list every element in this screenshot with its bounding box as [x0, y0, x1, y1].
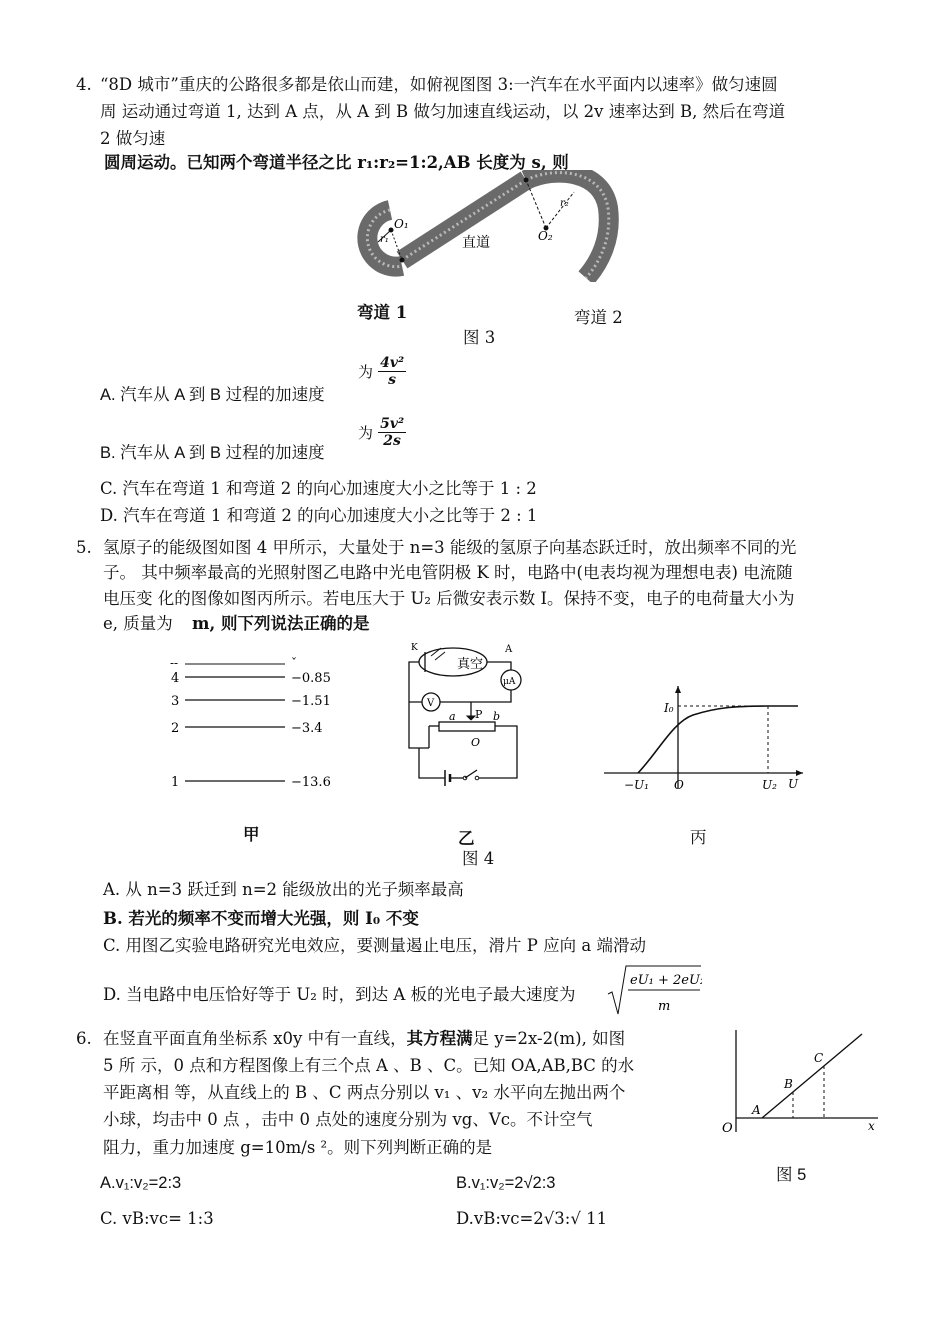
level-top-n: -- — [170, 656, 179, 670]
photocurrent-curve — [638, 706, 798, 773]
q6-option-a[interactable]: A.v₁:v₂=2:3 — [100, 1174, 182, 1192]
straight-road-label: 直道 — [462, 235, 490, 251]
q4-number: 4. — [76, 75, 92, 94]
figure-4-caption: 图 4 — [462, 849, 495, 868]
voltmeter-label: V — [427, 698, 435, 709]
q5-option-d-wei: 为 — [559, 985, 576, 1004]
q5-option-d-denominator: m — [658, 999, 671, 1014]
rheostat-o-label: O — [471, 736, 481, 749]
q6-number: 6. — [76, 1029, 92, 1048]
energy-level-n: 1 — [171, 775, 180, 790]
q6-stem-line1-a: 在竖直平面直角坐标系 x0y 中有一直线， — [103, 1029, 407, 1048]
label-yi: 乙 — [458, 829, 475, 848]
q6-stem-line3: 平距离相 等，从直线上的 B 、C 两点分别以 v₁ 、v₂ 水平向左抛出两个 — [103, 1083, 626, 1102]
q5-option-c[interactable]: C. 用图乙实验电路研究光电效应，要测量遏止电压，滑片 P 应向 a 端滑动 — [103, 936, 646, 955]
x-axis-label: x — [868, 1119, 875, 1133]
q4-option-a-denominator: s — [388, 372, 397, 388]
o2-label: O₂ — [538, 229, 553, 243]
point-c-label: C — [814, 1051, 824, 1065]
label-jia: 甲 — [243, 825, 260, 844]
q5-stem-line4-b: m, 则下列说法正确的是 — [192, 614, 370, 633]
vacuum-label: 真空 — [457, 657, 484, 672]
energy-level-n: 2 — [171, 721, 180, 736]
figure-3-road-diagram — [350, 170, 630, 282]
point-a — [400, 258, 405, 263]
rheostat-b-label: b — [493, 710, 501, 723]
point-b-label: B — [784, 1077, 793, 1091]
q4-stem-line3: 2 做匀速 — [100, 129, 166, 148]
bend-2-label: 弯道 2 — [574, 308, 623, 327]
energy-level-e: −3.4 — [291, 721, 323, 736]
u2-label: U₂ — [762, 778, 777, 792]
rheostat — [439, 722, 495, 731]
q4-stem-line1: “8D 城市”重庆的公路很多都是依山而建，如俯视图图 3:一汽车在水平面内以速率》做匀速圆 — [100, 75, 778, 94]
q4-option-c[interactable]: C. 汽车在弯道 1 和弯道 2 的向心加速度大小之比等于 1 : 2 — [100, 479, 537, 498]
q6-stem-line1-c: 足 y=2x-2(m), 如图 — [472, 1029, 626, 1048]
energy-level-diagram — [165, 655, 345, 795]
current-voltage-graph — [598, 682, 808, 794]
q5-option-a[interactable]: A. 从 n=3 跃迁到 n=2 能级放出的光子频率最高 — [103, 880, 464, 899]
energy-level-e: −0.85 — [291, 671, 331, 686]
u-axis-label: U — [788, 777, 799, 791]
figure-3-caption: 图 3 — [463, 328, 496, 347]
q6-option-d[interactable]: D.vB:vc=2√3:√ 11 — [456, 1209, 608, 1228]
origin-o-label: O — [722, 1121, 733, 1136]
q4-option-d[interactable]: D. 汽车在弯道 1 和弯道 2 的向心加速度大小之比等于 2 : 1 — [100, 506, 538, 525]
q4-stem-line2: 周 运动通过弯道 1, 达到 A 点，从 A 到 B 做匀加速直线运动，以 2v 速率达到 B, 然后在弯道 — [100, 102, 786, 121]
q5-option-d-text: D. 当电路中电压恰好等于 U₂ 时，到达 A 板的光电子最大速度 — [103, 985, 560, 1004]
energy-level-e: −1.51 — [291, 694, 331, 709]
q4-option-b-wei: 为 — [358, 424, 374, 442]
q6-option-b[interactable]: B.v₁:v₂=2√2:3 — [456, 1174, 556, 1192]
level-top-e: ˇ — [291, 656, 297, 670]
sqrt-sign — [606, 962, 702, 1018]
q6-stem-line4: 小球，均击中 0 点 ，击中 0 点处的速度分别为 vg、Vc。不计空气 — [103, 1110, 593, 1129]
r2-label: r₂ — [560, 198, 569, 209]
cathode-k-label: K — [411, 643, 418, 653]
q6-option-c[interactable]: C. vB:vc= 1:3 — [100, 1209, 214, 1228]
q6-stem-line1 — [103, 1026, 625, 1052]
q5-number: 5. — [76, 538, 92, 557]
q6-stem-line5: 阻力，重力加速度 g=10m/s ²。则下列判断正确的是 — [103, 1138, 493, 1157]
photoelectric-circuit — [405, 640, 535, 790]
q4-option-b-text: B. 汽车从 A 到 B 过程的加速度 — [100, 444, 325, 462]
q5-stem-line4 — [103, 611, 369, 637]
q5-option-b[interactable]: B. 若光的频率不变而增大光强，则 I₀ 不变 — [103, 909, 419, 928]
point-b — [524, 178, 529, 183]
q4-option-b-fraction — [358, 416, 406, 449]
q4-option-a-fraction — [358, 355, 406, 388]
neg-u1-label: −U₁ — [624, 778, 649, 792]
figure-5-caption: 图 5 — [776, 1166, 807, 1184]
energy-level-n: 4 — [171, 671, 180, 686]
q6-stem-line2: 5 所 示，0 点和方程图像上有三个点 A 、B 、C。已知 OA,AB,BC 的水 — [103, 1056, 635, 1075]
bend-1-label: 弯道 1 — [357, 303, 408, 322]
i0-label: I₀ — [664, 701, 674, 715]
q5-option-d-numerator: eU₁ + 2eU₂ — [630, 973, 702, 988]
q5-stem-line4-a: e, 质量为 — [103, 614, 173, 633]
line-y-2x-2 — [762, 1034, 862, 1118]
slider-p-label: P — [475, 708, 483, 721]
energy-level-n: 3 — [171, 694, 180, 709]
q5-option-d-sqrt-fraction — [606, 962, 702, 1022]
rheostat-a-label: a — [449, 710, 456, 723]
q4-option-a[interactable] — [100, 382, 325, 408]
q4-option-b-denominator: 2s — [383, 433, 401, 449]
o1-label: O₁ — [394, 217, 409, 231]
q5-stem-line1: 氢原子的能级图如图 4 甲所示，大量处于 n=3 能级的氢原子向基态跃迁时，放出频率不同的光 — [103, 538, 797, 557]
q6-stem-line1-b: 其方程满 — [406, 1029, 473, 1048]
origin-label: O — [674, 778, 684, 792]
q4-stem-line4: 圆周运动。已知两个弯道半径之比 r₁:r₂=1:2,AB 长度为 s, 则 — [104, 153, 569, 172]
microammeter-label: μA — [503, 677, 516, 687]
q5-stem-line3: 电压变 化的图像如图丙所示。若电压大于 U₂ 后微安表示数 I。保持不变，电子的电荷量大小为 — [103, 589, 795, 608]
q4-option-a-wei: 为 — [358, 363, 374, 381]
energy-level-e: −13.6 — [291, 775, 331, 790]
q4-option-b-numerator: 5v² — [380, 416, 405, 432]
q4-option-a-numerator: 4v² — [380, 355, 405, 371]
anode-a-label: A — [505, 644, 513, 655]
q4-option-b[interactable] — [100, 440, 325, 466]
q5-option-d[interactable] — [103, 982, 576, 1008]
figure-5-line-graph — [718, 1026, 884, 1138]
label-bing: 丙 — [690, 828, 707, 847]
q5-stem-line2: 子。 其中频率最高的光照射图乙电路中光电管阴极 K 时，电路中(电表均视为理想电表) 电流随 — [103, 563, 793, 582]
q4-option-a-text: A. 汽车从 A 到 B 过程的加速度 — [100, 386, 325, 404]
point-a-label: A — [752, 1103, 761, 1117]
r1-label: r₁ — [380, 234, 389, 245]
